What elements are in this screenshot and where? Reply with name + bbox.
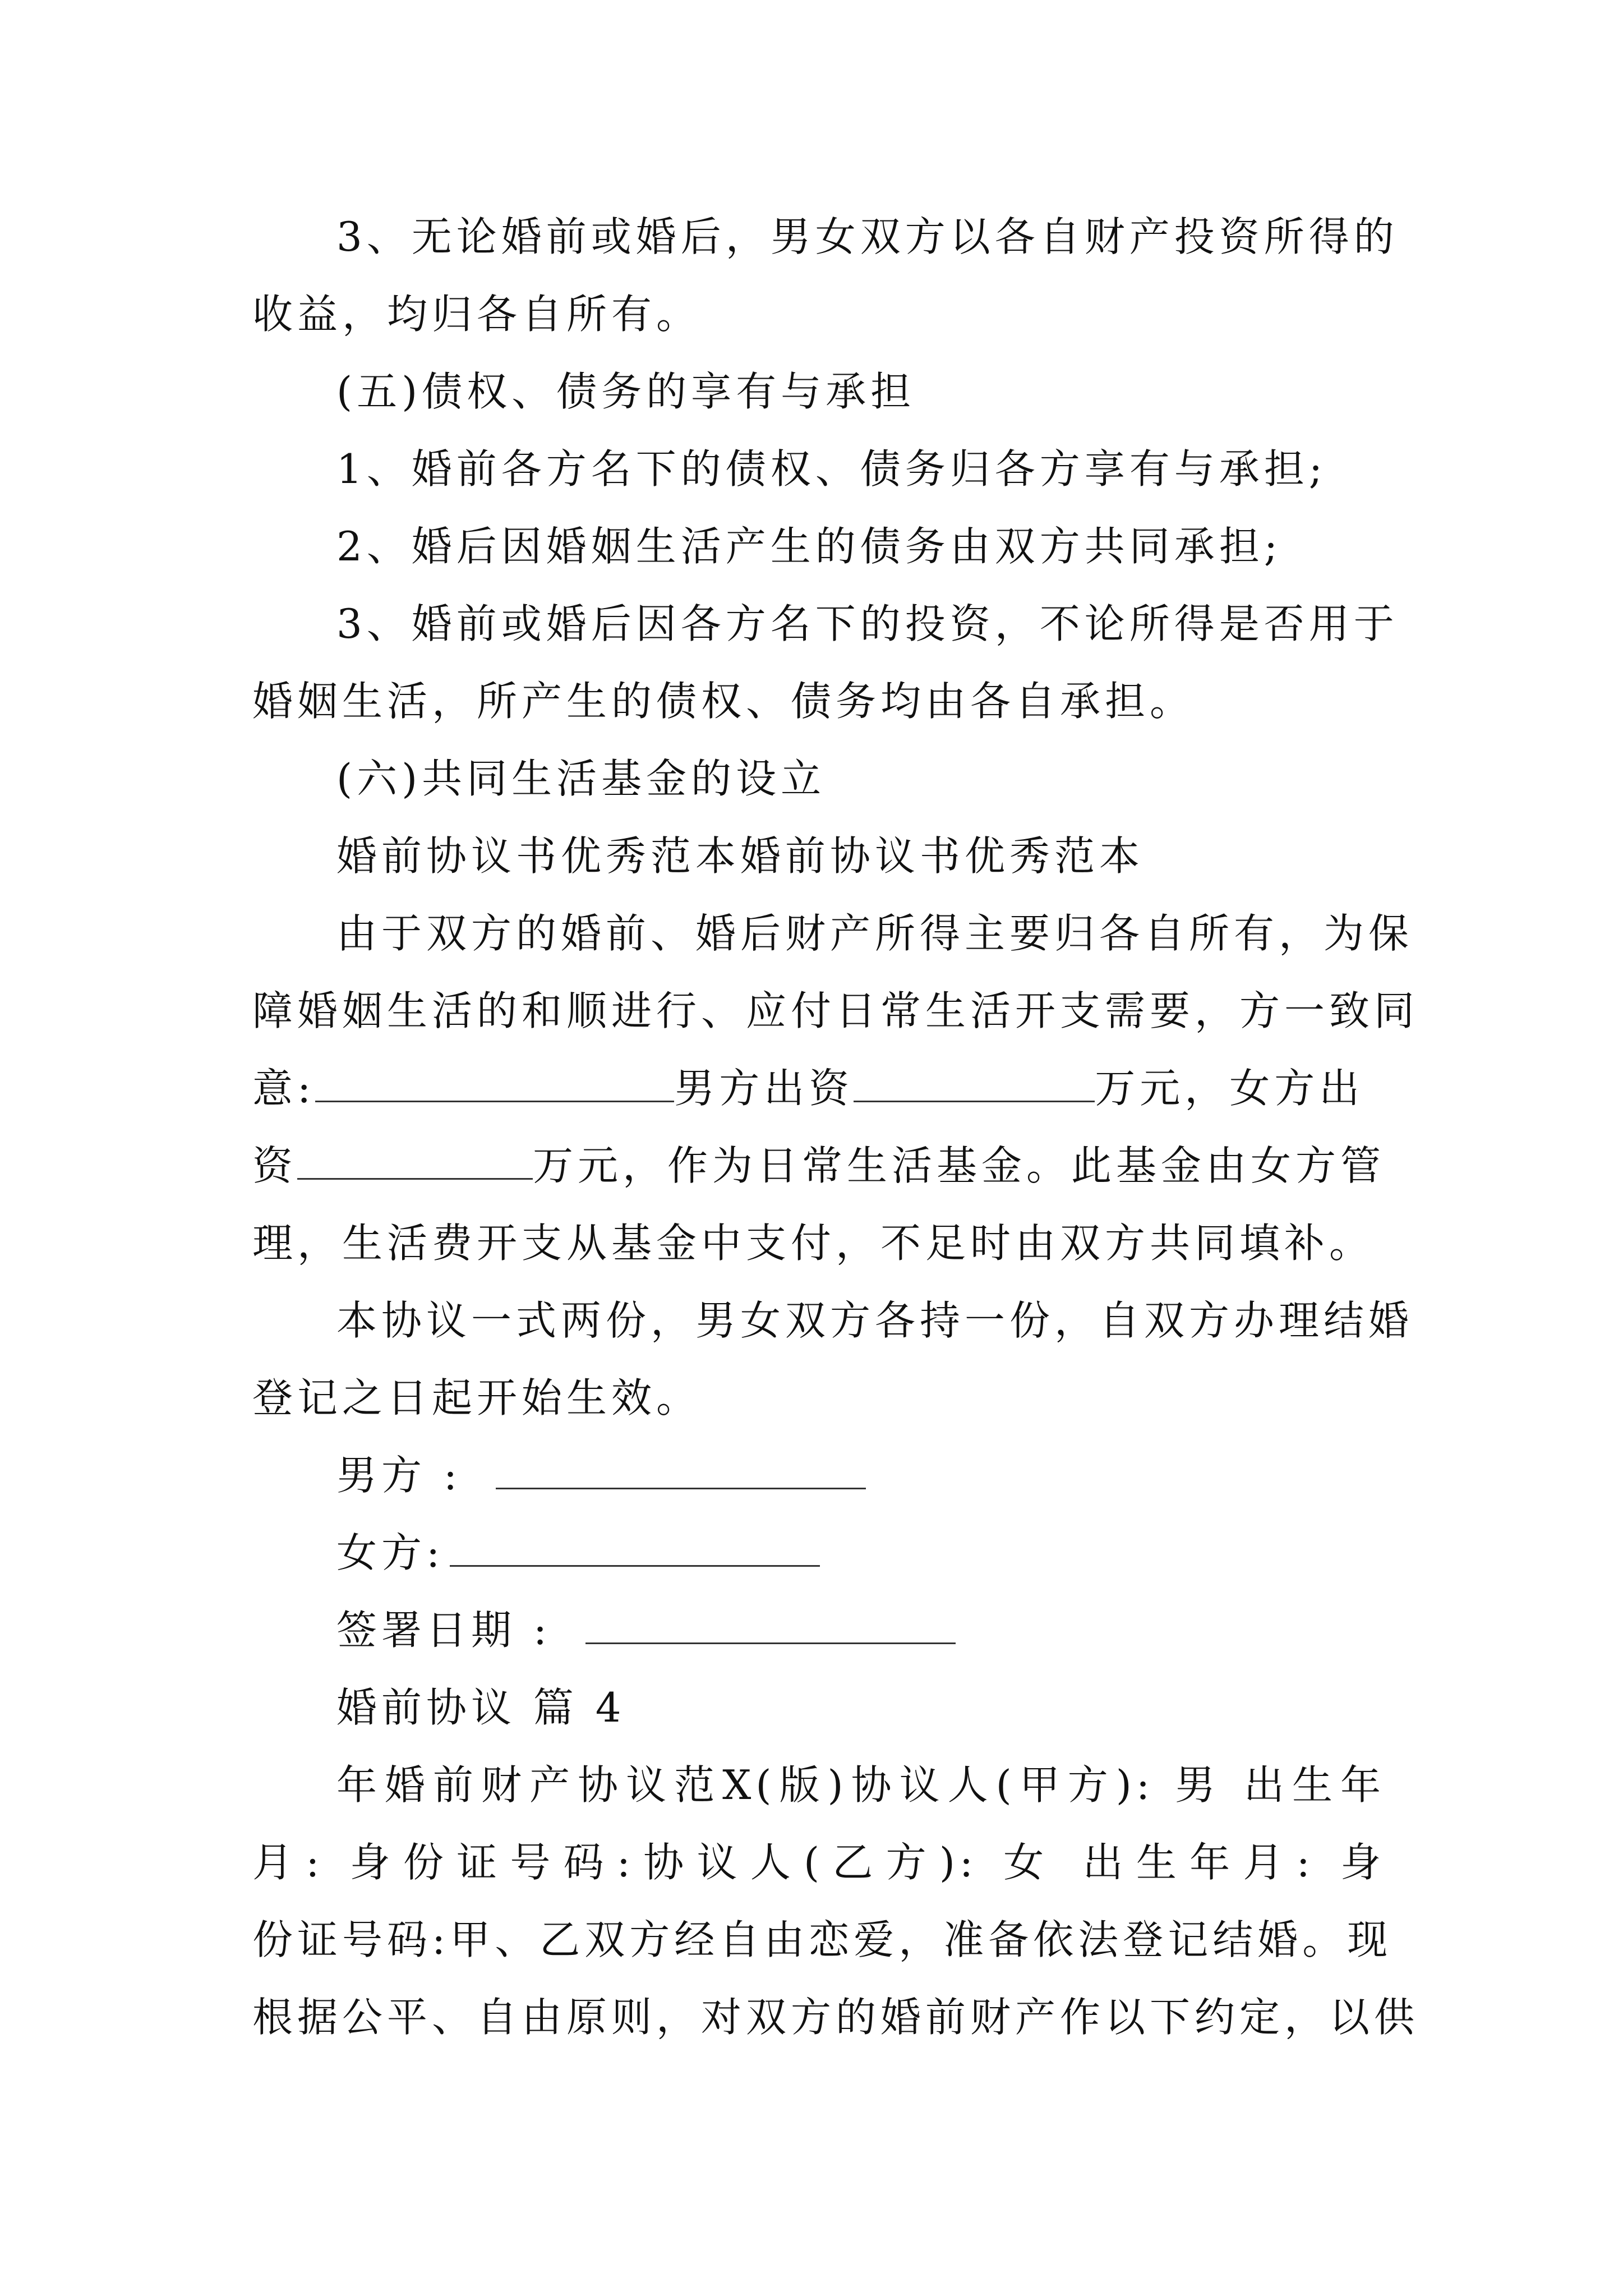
section-heading: (六)共同生活基金的设立 [336, 755, 826, 802]
section-heading: (五)债权、债务的享有与承担 [336, 368, 916, 415]
paragraph-line: 婚前协议书优秀范本婚前协议书优秀范本 [336, 832, 1145, 880]
paragraph-line: 月: 身份证号码:协议人(乙方): 女 出生年月: 身 [252, 1839, 1385, 1886]
fund-line-2 [252, 1138, 1385, 1194]
paragraph-line: 婚姻生活，所产生的债权、债务均由各自承担。 [252, 678, 1195, 725]
paragraph-line: 1、婚前各方名下的债权、债务归各方享有与承担; [336, 445, 1327, 493]
paragraph-line: 根据公平、自由原则，对双方的婚前财产作以下约定，以供 [252, 1994, 1419, 2041]
signature-date [336, 1602, 1385, 1658]
paragraph-line: 份证号码:甲、乙双方经自由恋爱，准备依法登记结婚。现 [252, 1916, 1393, 1963]
paragraph-line: 登记之日起开始生效。 [252, 1374, 702, 1421]
fund-prefix: 意: [252, 1065, 316, 1112]
section-heading: 婚前协议 篇 4 [336, 1684, 626, 1731]
paragraph-line: 理，生活费开支从基金中支付，不足时由双方共同填补。 [252, 1220, 1375, 1267]
fund-line-1 [252, 1060, 1385, 1116]
signature-label: 男方 : [336, 1452, 462, 1499]
signature-blank[interactable] [585, 1609, 956, 1644]
paragraph-line: 3、无论婚前或婚后，男女双方以各自财产投资所得的 [336, 213, 1399, 260]
paragraph-line: 由于双方的婚前、婚后财产所得主要归各自所有，为保 [336, 910, 1414, 957]
signature-husband [336, 1447, 1385, 1503]
paragraph-line: 障婚姻生活的和顺进行、应付日常生活开支需要，方一致同 [252, 987, 1419, 1034]
fund-middle: 男方出资 [674, 1065, 854, 1112]
paragraph-line: 年婚前财产协议范X(版)协议人(甲方): 男 出生年 [336, 1761, 1385, 1809]
blank-field[interactable] [854, 1067, 1095, 1102]
paragraph-line: 本协议一式两份，男女双方各持一份，自双方办理结婚 [336, 1297, 1414, 1344]
paragraph-line: 2、婚后因婚姻生活产生的债务由双方共同承担; [336, 523, 1283, 570]
signature-label: 女方: [336, 1529, 445, 1576]
fund-suffix: 万元，作为日常生活基金。此基金由女方管 [533, 1142, 1386, 1189]
fund-suffix: 万元，女方出 [1095, 1065, 1364, 1112]
signature-blank[interactable] [496, 1454, 866, 1489]
signature-blank[interactable] [450, 1531, 820, 1567]
fund-prefix: 资 [252, 1142, 298, 1189]
signature-wife [336, 1525, 1385, 1581]
blank-field[interactable] [315, 1067, 674, 1102]
signature-label: 签署日期 : [336, 1607, 552, 1654]
paragraph-line: 收益，均归各自所有。 [252, 291, 702, 338]
paragraph-line: 3、婚前或婚后因各方名下的投资，不论所得是否用于 [336, 600, 1399, 647]
blank-field[interactable] [297, 1144, 533, 1180]
